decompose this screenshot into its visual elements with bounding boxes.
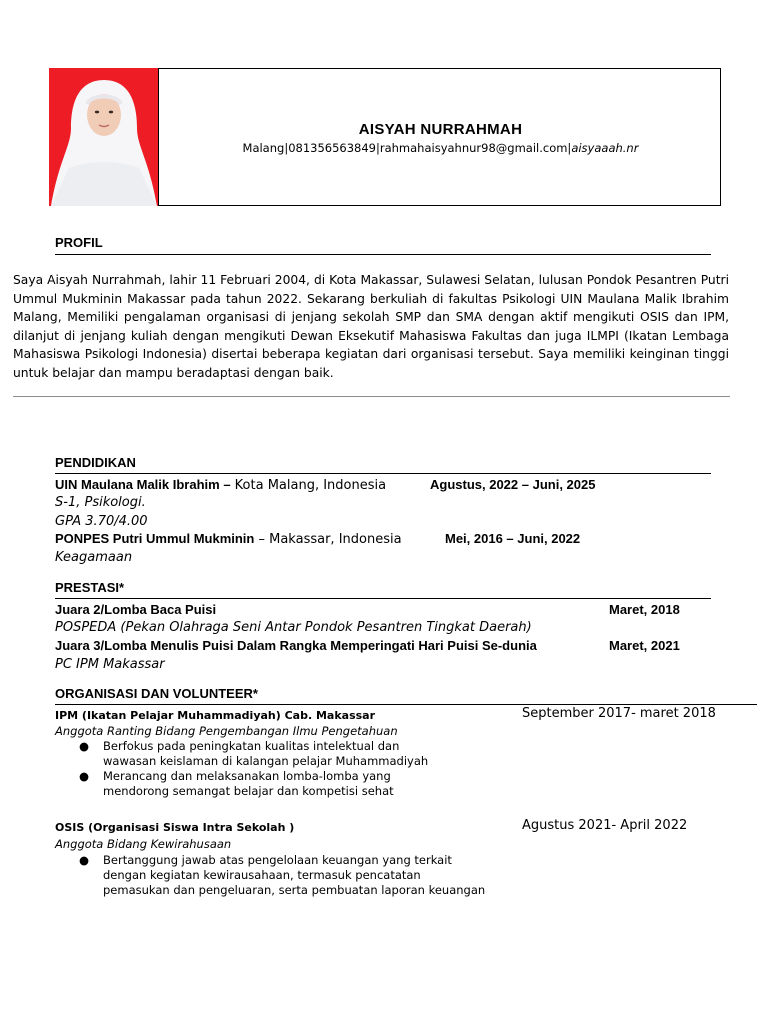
bullet-item: ● Bertanggung jawab atas pengelolaan keuangan yang terkait dengan kegiatan kewirausahaan, termasuk pencatatan pemasukan dan pengeluaran, serta pembuatan laporan keuangan xyxy=(79,853,486,897)
achievement-date: Maret, 2021 xyxy=(609,638,680,653)
achievement-date: Maret, 2018 xyxy=(609,602,680,617)
education-dates: Mei, 2016 – Juni, 2022 xyxy=(445,531,581,546)
school-location: Kota Malang, Indonesia xyxy=(230,478,387,493)
avatar xyxy=(49,68,159,206)
organizations-rule xyxy=(55,704,757,705)
achievements-heading: PRESTASI* xyxy=(55,580,125,595)
profile-divider xyxy=(13,396,730,397)
education-heading: PENDIDIKAN xyxy=(55,455,136,470)
instagram-handle: aisyaaah.nr xyxy=(571,141,639,155)
achievement-subtitle: PC IPM Makassar xyxy=(55,657,165,672)
bullet-item: ● Berfokus pada peningkatan kualitas intelektual dan wawasan keislaman di kalangan pelajar Muhammadiyah xyxy=(79,739,429,768)
organization-dates: September 2017- maret 2018 xyxy=(522,706,716,721)
bullet-icon: ● xyxy=(79,853,90,867)
contact-details: Malang|081356563849|rahmahaisyahnur98@gmail.com| xyxy=(242,141,572,155)
organizations-heading: ORGANISASI DAN VOLUNTEER* xyxy=(55,686,258,701)
achievements-rule xyxy=(55,598,711,599)
organization-name: IPM (Ikatan Pelajar Muhammadiyah) Cab. Makassar xyxy=(55,709,376,722)
education-item-1 xyxy=(55,477,386,493)
education-gpa: GPA 3.70/4.00 xyxy=(55,514,148,529)
organization-role: Anggota Bidang Kewirahusaan xyxy=(55,837,232,851)
education-program: Keagamaan xyxy=(55,550,133,565)
profile-text: Saya Aisyah Nurrahmah, lahir 11 Februari 2004, di Kota Makassar, Sulawesi Selatan, lulusan Pondok Pesantren Putri Ummul Mukminin Makassar pada tahun 2022. Sekarang berkuliah di fakultas Psikologi UIN Maulana Malik Ibrahim Malang, Memiliki pengalaman organisasi di jenjang sekolah SMP dan SMA dengan aktif mengikuti OSIS dan IPM, dilanjut di jenjang kuliah dengan mengikuti Dewan Eksekutif Mahasiswa Fakultas dan juga ILMPI (Ikatan Lembaga Mahasiswa Psikologi Indonesia) disertai beberapa kegiatan dari organisasi tersebut. Saya memiliki keinginan tinggi untuk belajar dan mampu beradaptasi dengan baik. xyxy=(13,273,729,380)
profile-heading: PROFIL xyxy=(55,235,103,250)
organization-name: OSIS (Organisasi Siswa Intra Sekolah ) xyxy=(55,821,295,834)
organization-role: Anggota Ranting Bidang Pengembangan Ilmu Pengetahuan xyxy=(55,724,398,738)
school-name: UIN Maulana Malik Ibrahim – xyxy=(55,477,231,492)
achievement-subtitle: POSPEDA (Pekan Olahraga Seni Antar Pondok Pesantren Tingkat Daerah) xyxy=(55,620,532,635)
education-dates: Agustus, 2022 – Juni, 2025 xyxy=(430,477,596,492)
education-degree: S-1, Psikologi. xyxy=(55,495,146,510)
profile-photo xyxy=(49,68,159,206)
education-rule xyxy=(55,473,711,474)
candidate-name: AISYAH NURRAHMAH xyxy=(358,121,523,138)
education-item-2 xyxy=(55,531,402,547)
school-name: PONPES Putri Ummul Mukminin xyxy=(55,531,255,546)
bullet-item: ● Merancang dan melaksanakan lomba-lomba yang mendorong semangat belajar dan kompetisi sehat xyxy=(79,769,394,798)
achievement-title: Juara 2/Lomba Baca Puisi xyxy=(55,602,217,617)
achievement-title: Juara 3/Lomba Menulis Puisi Dalam Rangka Memperingati Hari Puisi Se-dunia xyxy=(55,638,537,653)
school-location: – Makassar, Indonesia xyxy=(254,532,402,547)
profile-rule xyxy=(55,254,711,255)
organization-dates: Agustus 2021- April 2022 xyxy=(522,818,688,833)
contact-line xyxy=(160,141,721,155)
bullet-icon: ● xyxy=(79,769,90,783)
bullet-icon: ● xyxy=(79,739,90,753)
